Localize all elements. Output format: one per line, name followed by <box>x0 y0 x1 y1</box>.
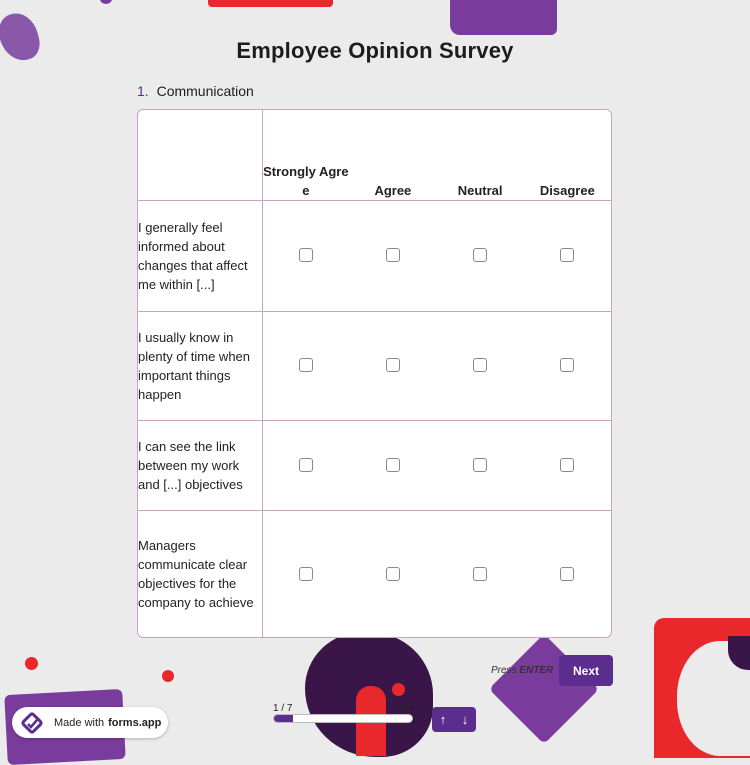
question-text: Communication <box>156 83 254 99</box>
checkbox-r2-neutral[interactable] <box>473 358 487 372</box>
column-header-neutral: Neutral <box>457 182 503 198</box>
badge-prefix: Made with <box>54 716 105 729</box>
arrow-down-icon[interactable]: ↓ <box>461 712 469 727</box>
press-prefix: Press <box>491 665 517 676</box>
decor-purple-dot <box>100 0 112 4</box>
press-key: ENTER <box>519 665 554 676</box>
row-label-4: Managers communicate clear objectives for the company to achieve <box>138 510 262 637</box>
row-label-3: I can see the link between my work and [...] objectives <box>138 420 262 510</box>
decor-purple-diamond <box>489 634 599 744</box>
checkbox-r1-agree[interactable] <box>386 248 400 262</box>
matrix-row-4 <box>138 510 611 637</box>
forms-app-logo-icon <box>21 712 43 734</box>
checkbox-r4-strongly-agree[interactable] <box>299 567 313 581</box>
question-number: 1. <box>137 83 149 99</box>
checkbox-r3-strongly-agree[interactable] <box>299 458 313 472</box>
matrix-row-3 <box>138 420 611 510</box>
checkbox-r1-strongly-agree[interactable] <box>299 248 313 262</box>
decor-red-dot-left <box>25 657 38 670</box>
checkbox-r4-disagree[interactable] <box>560 567 574 581</box>
page-title: Employee Opinion Survey <box>236 38 514 63</box>
decor-purple-top <box>450 0 557 35</box>
checkbox-r1-disagree[interactable] <box>560 248 574 262</box>
matrix-header-row <box>138 110 611 200</box>
column-header-agree: Agree <box>374 182 412 198</box>
checkbox-r2-strongly-agree[interactable] <box>299 358 313 372</box>
checkbox-r2-disagree[interactable] <box>560 358 574 372</box>
decor-red-dot-left2 <box>162 670 174 682</box>
badge-brand: forms.app <box>108 716 162 729</box>
row-label-1: I generally feel informed about changes that affect me within [...] <box>138 200 262 311</box>
press-enter-hint <box>491 665 553 676</box>
checkbox-r3-disagree[interactable] <box>560 458 574 472</box>
checkbox-r4-agree[interactable] <box>386 567 400 581</box>
arrow-up-icon[interactable]: ↑ <box>439 712 447 727</box>
progress-bar <box>273 714 413 723</box>
matrix-row-2 <box>138 311 611 420</box>
page-nav <box>432 707 476 732</box>
made-with-badge[interactable] <box>12 707 168 738</box>
column-header-strongly-agree: Strongly Agree <box>263 163 349 198</box>
progress-percent: 14% <box>393 703 414 714</box>
matrix-corner <box>138 110 262 200</box>
progress-pages: 1 / 7 <box>273 703 293 714</box>
question-label <box>137 83 254 99</box>
checkbox-r3-agree[interactable] <box>386 458 400 472</box>
matrix-question <box>137 109 612 638</box>
checkbox-r3-neutral[interactable] <box>473 458 487 472</box>
decor-red-dot-mid <box>392 683 405 696</box>
matrix-row-1 <box>138 200 611 311</box>
row-label-2: I usually know in plenty of time when important things happen <box>138 311 262 420</box>
checkbox-r4-neutral[interactable] <box>473 567 487 581</box>
decor-red-top <box>208 0 333 7</box>
checkbox-r2-agree[interactable] <box>386 358 400 372</box>
progress-bar-fill <box>274 715 293 722</box>
checkbox-r1-neutral[interactable] <box>473 248 487 262</box>
next-button[interactable]: Next <box>559 655 613 686</box>
column-header-disagree: Disagree <box>539 182 595 198</box>
